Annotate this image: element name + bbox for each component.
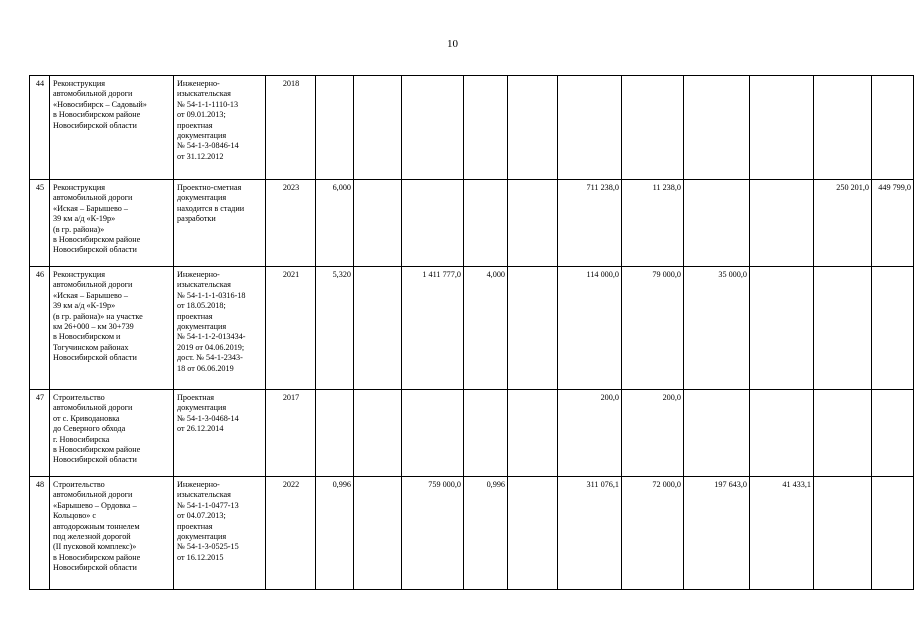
year-cell: 2018 xyxy=(266,76,316,180)
table-row xyxy=(30,180,914,267)
table-row xyxy=(30,477,914,590)
value-cell: 41 433,1 xyxy=(750,477,814,590)
row-number-cell: 47 xyxy=(30,390,50,477)
value-cell xyxy=(622,76,684,180)
value-cell xyxy=(508,477,558,590)
value-cell: 200,0 xyxy=(558,390,622,477)
value-cell xyxy=(354,267,402,390)
value-cell xyxy=(750,390,814,477)
table-row xyxy=(30,390,914,477)
value-cell xyxy=(402,390,464,477)
value-cell xyxy=(402,180,464,267)
road-construction-table xyxy=(29,75,914,590)
value-cell: 197 643,0 xyxy=(684,477,750,590)
value-cell xyxy=(508,390,558,477)
value-cell xyxy=(354,477,402,590)
table-row xyxy=(30,267,914,390)
value-cell: 711 238,0 xyxy=(558,180,622,267)
value-cell xyxy=(402,76,464,180)
value-cell xyxy=(464,76,508,180)
year-cell: 2021 xyxy=(266,267,316,390)
value-cell xyxy=(354,180,402,267)
value-cell xyxy=(750,180,814,267)
value-cell: 449 799,0 xyxy=(872,180,914,267)
documentation-cell: Проектно-сметная документация находится в стадии разработки xyxy=(174,180,266,267)
row-number-cell: 45 xyxy=(30,180,50,267)
value-cell xyxy=(508,267,558,390)
documentation-cell: Инженерно- изыскательская № 54-1-1-1-0316-18 от 18.05.2018; проектная документация № 54-1-1-2-013434- 2019 от 04.06.2019; дост. № 54-1-2343- 18 от 06.06.2019 xyxy=(174,267,266,390)
table-row xyxy=(30,76,914,180)
value-cell: 79 000,0 xyxy=(622,267,684,390)
value-cell xyxy=(814,267,872,390)
value-cell xyxy=(464,180,508,267)
value-cell: 311 076,1 xyxy=(558,477,622,590)
value-cell xyxy=(814,477,872,590)
value-cell: 200,0 xyxy=(622,390,684,477)
value-cell xyxy=(558,76,622,180)
value-cell xyxy=(684,180,750,267)
value-cell: 0,996 xyxy=(316,477,354,590)
value-cell xyxy=(750,76,814,180)
year-cell: 2017 xyxy=(266,390,316,477)
value-cell xyxy=(464,390,508,477)
object-name-cell: Реконструкция автомобильной дороги «Новосибирск – Садовый» в Новосибирском районе Новосибирской области xyxy=(50,76,174,180)
value-cell xyxy=(508,76,558,180)
value-cell xyxy=(814,390,872,477)
value-cell: 11 238,0 xyxy=(622,180,684,267)
year-cell: 2023 xyxy=(266,180,316,267)
value-cell xyxy=(872,76,914,180)
value-cell xyxy=(508,180,558,267)
value-cell xyxy=(316,390,354,477)
value-cell xyxy=(684,390,750,477)
value-cell xyxy=(354,390,402,477)
value-cell: 0,996 xyxy=(464,477,508,590)
documentation-cell: Инженерно- изыскательская № 54-1-1-0477-13 от 04.07.2013; проектная документация № 54-1-3-0525-15 от 16.12.2015 xyxy=(174,477,266,590)
value-cell xyxy=(684,76,750,180)
row-number-cell: 48 xyxy=(30,477,50,590)
value-cell: 6,000 xyxy=(316,180,354,267)
documentation-cell: Проектная документация № 54-1-3-0468-14 от 26.12.2014 xyxy=(174,390,266,477)
value-cell xyxy=(750,267,814,390)
value-cell: 72 000,0 xyxy=(622,477,684,590)
page-number: 10 xyxy=(447,38,458,50)
object-name-cell: Строительство автомобильной дороги «Барышево – Ордовка – Кольцово» с автодорожным тоннелем под железной дорогой (II пусковой комплекс)» в Новосибирском районе Новосибирской области xyxy=(50,477,174,590)
value-cell: 4,000 xyxy=(464,267,508,390)
value-cell: 5,320 xyxy=(316,267,354,390)
row-number-cell: 46 xyxy=(30,267,50,390)
value-cell: 35 000,0 xyxy=(684,267,750,390)
value-cell: 1 411 777,0 xyxy=(402,267,464,390)
object-name-cell: Реконструкция автомобильной дороги «Иская – Барышево – 39 км а/д «К-19р» (в гр. района)» на участке км 26+000 – км 30+739 в Новосибирском и Тогучинском районах Новосибирской области xyxy=(50,267,174,390)
value-cell xyxy=(872,390,914,477)
value-cell xyxy=(872,477,914,590)
row-number-cell: 44 xyxy=(30,76,50,180)
object-name-cell: Строительство автомобильной дороги от с. Криводановка до Северного обхода г. Новосибирска в Новосибирском районе Новосибирской области xyxy=(50,390,174,477)
value-cell xyxy=(872,267,914,390)
value-cell: 114 000,0 xyxy=(558,267,622,390)
value-cell xyxy=(316,76,354,180)
documentation-cell: Инженерно- изыскательская № 54-1-1-1110-13 от 09.01.2013; проектная документация № 54-1-3-0846-14 от 31.12.2012 xyxy=(174,76,266,180)
object-name-cell: Реконструкция автомобильной дороги «Иская – Барышево – 39 км а/д «К-19р» (в гр. района)» в Новосибирском районе Новосибирской области xyxy=(50,180,174,267)
value-cell: 250 201,0 xyxy=(814,180,872,267)
value-cell: 759 000,0 xyxy=(402,477,464,590)
value-cell xyxy=(814,76,872,180)
year-cell: 2022 xyxy=(266,477,316,590)
value-cell xyxy=(354,76,402,180)
